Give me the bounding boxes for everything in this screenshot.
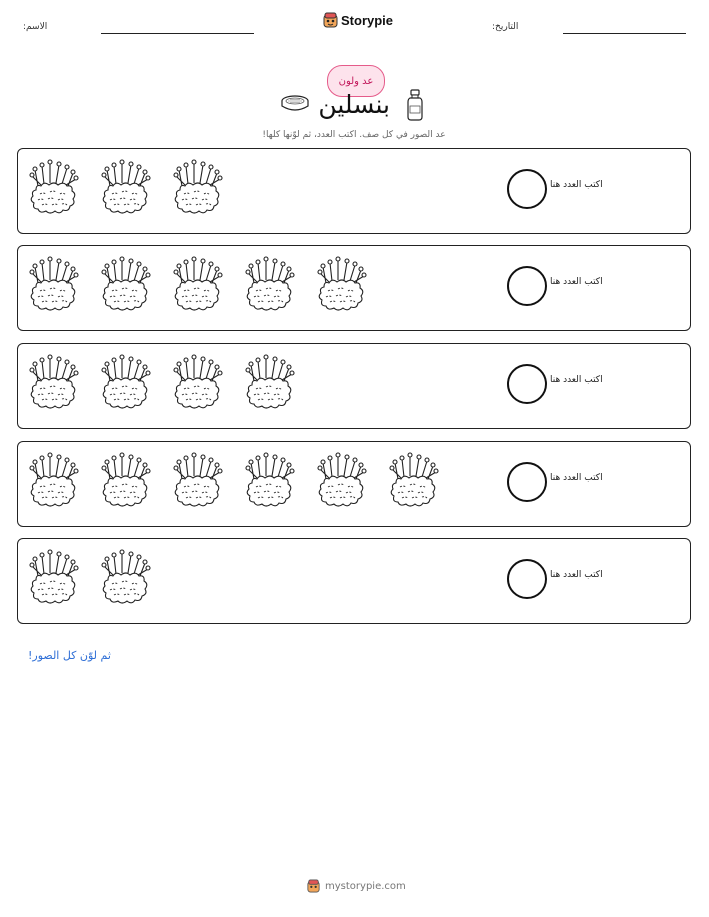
counting-row	[17, 245, 691, 331]
bacteria-colony-icon[interactable]	[244, 450, 296, 512]
bacteria-colony-icon[interactable]	[28, 352, 80, 414]
answer-prompt: اكتب العدد هنا	[550, 277, 603, 287]
site-url: mystorypie.com	[325, 880, 406, 892]
page-title: بنسلين	[318, 90, 390, 119]
medicine-vial-icon	[405, 89, 425, 121]
bacteria-colony-icon[interactable]	[28, 450, 80, 512]
answer-prompt: اكتب العدد هنا	[550, 180, 603, 190]
brand-name: Storypie	[341, 12, 394, 28]
answer-circle[interactable]	[507, 266, 547, 306]
answer-prompt: اكتب العدد هنا	[550, 570, 603, 580]
date-line[interactable]	[563, 33, 686, 34]
bacteria-colony-icon[interactable]	[244, 352, 296, 414]
answer-circle[interactable]	[507, 559, 547, 599]
storypie-mascot-icon	[323, 12, 338, 28]
storypie-mascot-icon	[307, 879, 320, 893]
bacteria-colony-icon[interactable]	[244, 254, 296, 316]
answer-prompt: اكتب العدد هنا	[550, 473, 603, 483]
row-pictures	[28, 254, 368, 316]
footer-note: ثم لوّن كل الصور!	[28, 649, 111, 662]
name-line[interactable]	[101, 33, 254, 34]
bacteria-colony-icon[interactable]	[172, 254, 224, 316]
name-label: الاسم:	[23, 22, 48, 32]
answer-prompt: اكتب العدد هنا	[550, 375, 603, 385]
activity-badge: عد ولون	[327, 65, 385, 97]
bacteria-colony-icon[interactable]	[100, 254, 152, 316]
bacteria-colony-icon[interactable]	[100, 450, 152, 512]
bacteria-colony-icon[interactable]	[100, 157, 152, 219]
bacteria-colony-icon[interactable]	[172, 157, 224, 219]
bacteria-colony-icon[interactable]	[172, 450, 224, 512]
answer-circle[interactable]	[507, 462, 547, 502]
counting-row	[17, 441, 691, 527]
row-pictures	[28, 450, 440, 512]
petri-dish-icon	[279, 92, 311, 116]
bacteria-colony-icon[interactable]	[100, 352, 152, 414]
brand-logo	[323, 12, 393, 28]
bacteria-colony-icon[interactable]	[28, 547, 80, 609]
date-label: التاريخ:	[492, 22, 519, 32]
counting-row	[17, 538, 691, 624]
row-pictures	[28, 352, 296, 414]
counting-row	[17, 148, 691, 234]
bacteria-colony-icon[interactable]	[388, 450, 440, 512]
bacteria-colony-icon[interactable]	[100, 547, 152, 609]
answer-circle[interactable]	[507, 364, 547, 404]
title-block	[270, 88, 440, 124]
bacteria-colony-icon[interactable]	[28, 254, 80, 316]
instructions: عد الصور في كل صف. اكتب العدد، ثم لوّنها كلها!	[262, 130, 446, 140]
site-footer	[307, 879, 406, 893]
bacteria-colony-icon[interactable]	[172, 352, 224, 414]
counting-row	[17, 343, 691, 429]
row-pictures	[28, 547, 152, 609]
answer-circle[interactable]	[507, 169, 547, 209]
bacteria-colony-icon[interactable]	[28, 157, 80, 219]
bacteria-colony-icon[interactable]	[316, 450, 368, 512]
row-pictures	[28, 157, 224, 219]
bacteria-colony-icon[interactable]	[316, 254, 368, 316]
